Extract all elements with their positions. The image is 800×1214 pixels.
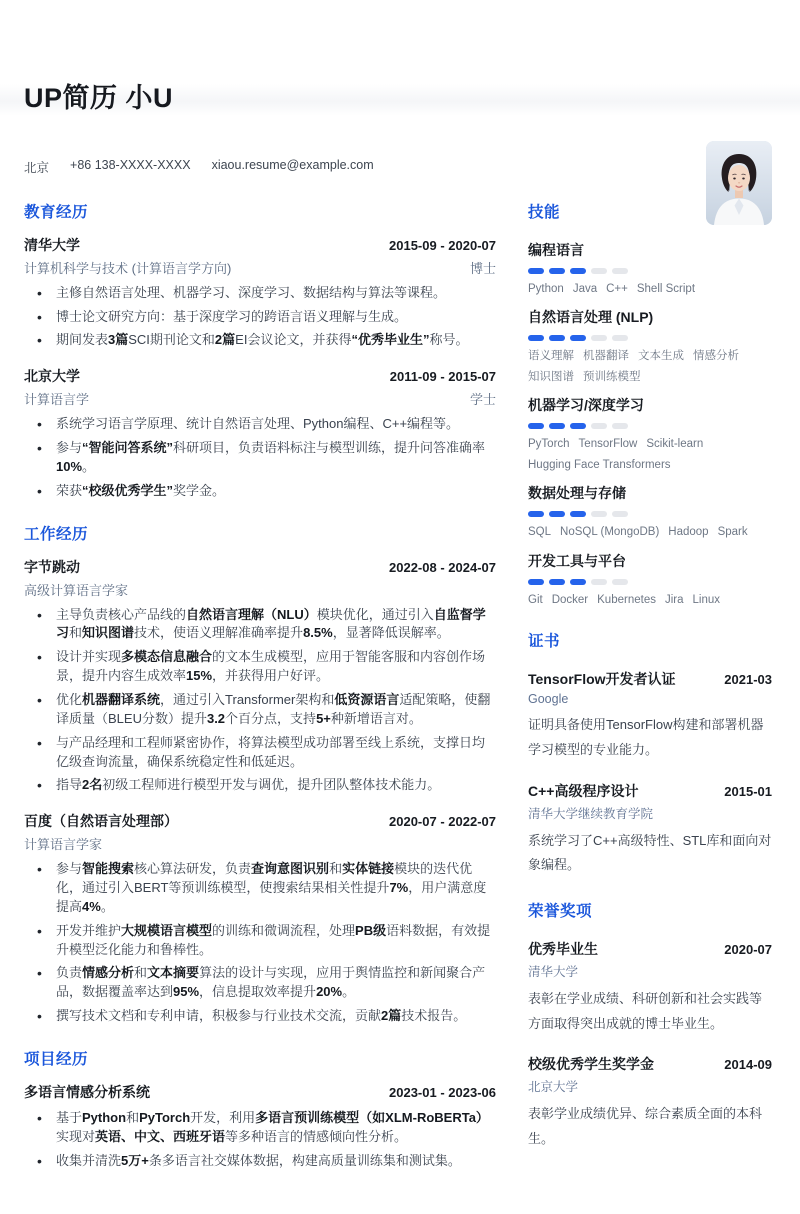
skill-tag: Kubernetes xyxy=(597,593,656,606)
education-entries xyxy=(24,235,496,501)
skill-level-pills xyxy=(528,579,772,585)
work-entries xyxy=(24,557,496,1026)
skill-tag: C++ xyxy=(606,282,628,295)
entry-role: 高级计算语言学家 xyxy=(24,582,129,598)
entry-org: 字节跳动 xyxy=(24,558,80,575)
entry-date: 2022-08 - 2024-07 xyxy=(389,559,496,575)
entry-date: 2015-09 - 2020-07 xyxy=(389,237,496,253)
award-title: TensorFlow开发者认证 xyxy=(528,671,676,688)
award-title: C++高级程序设计 xyxy=(528,782,639,799)
entry-header xyxy=(24,811,496,831)
contact-location: 北京 xyxy=(24,160,50,175)
skill-tags xyxy=(528,593,772,609)
entry-header xyxy=(24,557,496,577)
skill-level-pill xyxy=(528,268,544,274)
skill-level-pill xyxy=(591,423,607,429)
skill-tag: 文本生成 xyxy=(638,350,684,363)
award-date: 2020-07 xyxy=(724,942,772,958)
skill-tags xyxy=(528,282,772,298)
entry-org: 多语言情感分析系统 xyxy=(24,1083,150,1100)
entry-date: 2011-09 - 2015-07 xyxy=(389,369,496,385)
section-certificates xyxy=(528,629,772,878)
award-description: 系统学习了C++高级特性、STL库和面向对象编程。 xyxy=(528,832,772,873)
skill-level-pill xyxy=(612,579,628,585)
section-title-skills: 技能 xyxy=(528,203,561,221)
entry-degree: 博士 xyxy=(469,260,496,276)
award-issuer: 清华大学 xyxy=(528,965,579,980)
bullet-item: • 主导负责核心产品线的自然语言理解（NLU）模块优化，通过引入自监督学习和知识图谱技术，使语义理解准确率提升8.5%，显著降低误解率。 xyxy=(24,606,496,644)
section-title-education: 教育经历 xyxy=(24,203,89,221)
bullet-item: • 指导2名初级工程师进行模型开发与调优，提升团队整体技术能力。 xyxy=(24,776,496,795)
skill-tag: Scikit-learn xyxy=(646,438,704,451)
skill-tag: Git xyxy=(528,593,543,606)
award-description: 表彰学业成绩优异、综合素质全面的本科生。 xyxy=(528,1106,763,1147)
entry-date: 2023-01 - 2023-06 xyxy=(389,1084,496,1100)
skill-tag: Spark xyxy=(717,526,748,539)
skill-level-pill xyxy=(528,579,544,585)
skill-level-pill xyxy=(591,335,607,341)
bullet-item: • 优化机器翻译系统，通过引入Transformer架构和低资源语言适配策略，使翻译质量（BLEU分数）提升3.2个百分点，支持5+种新增语言对。 xyxy=(24,691,496,729)
entry-subheader xyxy=(24,834,496,853)
project-entries xyxy=(24,1082,496,1171)
skill-tag: TensorFlow xyxy=(578,438,638,451)
section-honors xyxy=(528,899,772,1152)
bullet-item: • 负责情感分析和文本摘要算法的设计与实现，应用于舆情监控和新闻聚合产品，数据覆盖率达到95%，信息提取效率提升20%。 xyxy=(24,964,496,1002)
skill-level-pill xyxy=(528,511,544,517)
contact-row xyxy=(24,158,772,176)
award-entry xyxy=(528,939,772,1036)
entry-org: 百度（自然语言处理部） xyxy=(24,813,178,830)
skill-tag: Shell Script xyxy=(636,282,696,295)
content-columns xyxy=(0,200,800,1192)
skill-tag: Python xyxy=(528,282,564,295)
bullet-item: • 开发并维护大规模语言模型的训练和微调流程，处理PB级语料数据，有效提升模型泛化能力和鲁棒性。 xyxy=(24,922,496,960)
skill-level-pill xyxy=(591,268,607,274)
award-header xyxy=(528,669,772,689)
sidebar xyxy=(528,200,772,1192)
skill-level-pill xyxy=(612,423,628,429)
skill-level-pills xyxy=(528,423,772,429)
award-entry xyxy=(528,1054,772,1151)
bullet-list xyxy=(24,284,496,351)
skill-group xyxy=(528,483,772,541)
skill-level-pills xyxy=(528,268,772,274)
skill-level-pill xyxy=(570,579,586,585)
bullet-item: • 与产品经理和工程师紧密协作，将算法模型成功部署至线上系统，支撑日均亿级查询流量，确保系统稳定性和低延迟。 xyxy=(24,734,496,772)
skill-name: 机器学习/深度学习 xyxy=(528,397,644,414)
skill-tag: PyTorch xyxy=(528,438,570,451)
award-issuer: Google xyxy=(528,692,569,707)
skill-name: 编程语言 xyxy=(528,241,584,258)
bullet-item: • 参与“智能问答系统”科研项目，负责语料标注与模型训练，提升问答准确率10%。 xyxy=(24,439,496,477)
award-date: 2021-03 xyxy=(724,672,772,688)
entry xyxy=(24,366,496,500)
section-projects xyxy=(24,1047,496,1171)
bullet-list xyxy=(24,415,496,500)
skill-level-pill xyxy=(528,335,544,341)
skill-tag: Hugging Face Transformers xyxy=(528,458,671,471)
skill-level-pill xyxy=(549,511,565,517)
honors-list xyxy=(528,939,772,1152)
skill-level-pill xyxy=(612,335,628,341)
award-header xyxy=(528,781,772,801)
entry xyxy=(24,811,496,1026)
portrait-illustration xyxy=(706,141,772,225)
skill-tag: 语义理解 xyxy=(528,350,574,363)
section-title-honors: 荣誉奖项 xyxy=(528,903,593,921)
award-description: 表彰在学业成绩、科研创新和社会实践等方面取得突出成就的博士毕业生。 xyxy=(528,991,763,1031)
entry-subheader xyxy=(24,389,496,408)
bullet-list xyxy=(24,860,496,1026)
skill-level-pills xyxy=(528,511,772,517)
entry-date: 2020-07 - 2022-07 xyxy=(389,814,496,830)
skill-level-pill xyxy=(570,423,586,429)
skill-level-pill xyxy=(591,579,607,585)
award-date: 2015-01 xyxy=(724,783,772,799)
award-header xyxy=(528,939,772,959)
entry-header xyxy=(24,1082,496,1102)
skill-group xyxy=(528,307,772,385)
entry-role: 计算语言学 xyxy=(24,392,90,408)
bullet-item: • 收集并清洗5万+条多语言社交媒体数据，构建高质量训练集和测试集。 xyxy=(24,1152,496,1171)
award-description: 证明具备使用TensorFlow构建和部署机器学习模型的专业能力。 xyxy=(528,717,764,757)
skill-tag: Jira xyxy=(664,593,684,606)
skill-level-pill xyxy=(612,268,628,274)
skill-name: 开发工具与平台 xyxy=(528,552,626,569)
entry-subheader xyxy=(24,258,496,277)
bullet-item: • 撰写技术文档和专利申请，积极参与行业技术交流，贡献2篇技术报告。 xyxy=(24,1007,496,1026)
skill-name: 数据处理与存储 xyxy=(528,485,626,502)
skill-level-pill xyxy=(570,335,586,341)
entry-degree: 学士 xyxy=(469,392,496,408)
main-column xyxy=(24,200,496,1192)
skill-group xyxy=(528,395,772,473)
section-title-certificates: 证书 xyxy=(528,633,561,651)
entry xyxy=(24,235,496,351)
award-date: 2014-09 xyxy=(724,1057,772,1073)
skill-tags xyxy=(528,525,772,541)
bullet-item: • 主修自然语言处理、机器学习、深度学习、数据结构与算法等课程。 xyxy=(24,284,496,303)
certificates-list xyxy=(528,669,772,878)
skill-tag: 预训练模型 xyxy=(583,370,641,383)
skills-list xyxy=(528,240,772,609)
skill-tag: Java xyxy=(572,282,598,295)
skill-tag: NoSQL (MongoDB) xyxy=(560,526,660,539)
skill-group xyxy=(528,240,772,298)
section-title-work: 工作经历 xyxy=(24,525,89,543)
skill-level-pill xyxy=(549,579,565,585)
entry-role: 计算语言学家 xyxy=(24,837,103,853)
skill-tag: SQL xyxy=(528,526,552,539)
bullet-item: • 设计并实现多模态信息融合的文本生成模型，应用于智能客服和内容创作场景，提升内容生成效率15%，并获得用户好评。 xyxy=(24,648,496,686)
bullet-item: • 期间发表3篇SCI期刊论文和2篇EI会议论文，并获得“优秀毕业生”称号。 xyxy=(24,331,496,350)
contact-email: xiaou.resume@example.com xyxy=(211,157,374,172)
resume-header xyxy=(0,84,800,176)
award-header xyxy=(528,1054,772,1074)
section-work xyxy=(24,522,496,1026)
entry-header xyxy=(24,366,496,386)
entry-org: 北京大学 xyxy=(24,368,80,385)
skill-level-pill xyxy=(591,511,607,517)
bullet-list xyxy=(24,606,496,796)
skill-tag: 机器翻译 xyxy=(583,350,629,363)
contact-phone: +86 138-XXXX-XXXX xyxy=(70,157,191,172)
skill-tag: Linux xyxy=(692,593,720,606)
skill-level-pill xyxy=(612,511,628,517)
award-entry xyxy=(528,669,772,762)
bullet-item: • 荣获“校级优秀学生”奖学金。 xyxy=(24,482,496,501)
skill-tag: Docker xyxy=(551,593,589,606)
profile-photo xyxy=(706,141,772,225)
bullet-item: • 博士论文研究方向：基于深度学习的跨语言语义理解与生成。 xyxy=(24,308,496,327)
bullet-item: • 基于Python和PyTorch开发，利用多语言预训练模型（如XLM-RoBERTa）实现对英语、中文、西班牙语等多种语言的情感倾向性分析。 xyxy=(24,1109,496,1147)
skill-tag: 知识图谱 xyxy=(528,370,574,383)
bullet-item: • 系统学习语言学原理、统计自然语言处理、Python编程、C++编程等。 xyxy=(24,415,496,434)
award-title: 校级优秀学生奖学金 xyxy=(528,1056,654,1073)
award-entry xyxy=(528,781,772,878)
entry xyxy=(24,1082,496,1171)
skill-tag: Hadoop xyxy=(668,526,709,539)
skill-tags xyxy=(528,437,772,473)
bullet-list xyxy=(24,1109,496,1171)
skill-level-pill xyxy=(549,268,565,274)
skill-level-pill xyxy=(570,268,586,274)
skill-group xyxy=(528,551,772,609)
bullet-item: • 参与智能搜索核心算法研发，负责查询意图识别和实体链接模块的迭代优化，通过引入BERT等预训练模型，使搜索结果相关性提升7%，用户满意度提高4%。 xyxy=(24,860,496,917)
page-title: UP简历 小U xyxy=(24,83,174,113)
entry xyxy=(24,557,496,796)
entry-subheader xyxy=(24,580,496,599)
award-issuer: 清华大学继续教育学院 xyxy=(528,806,654,821)
skill-level-pill xyxy=(570,511,586,517)
entry-org: 清华大学 xyxy=(24,236,80,253)
skill-level-pill xyxy=(528,423,544,429)
skill-level-pills xyxy=(528,335,772,341)
skill-name: 自然语言处理 (NLP) xyxy=(528,309,654,326)
section-education xyxy=(24,200,496,501)
skill-level-pill xyxy=(549,335,565,341)
skill-level-pill xyxy=(549,423,565,429)
section-title-projects: 项目经历 xyxy=(24,1050,89,1068)
section-skills xyxy=(528,200,772,609)
award-issuer: 北京大学 xyxy=(528,1080,579,1095)
award-title: 优秀毕业生 xyxy=(528,941,598,958)
entry-role: 计算机科学与技术 (计算语言学方向) xyxy=(24,260,232,276)
skill-tags xyxy=(528,349,772,385)
skill-tag: 情感分析 xyxy=(693,350,739,363)
entry-header xyxy=(24,235,496,255)
